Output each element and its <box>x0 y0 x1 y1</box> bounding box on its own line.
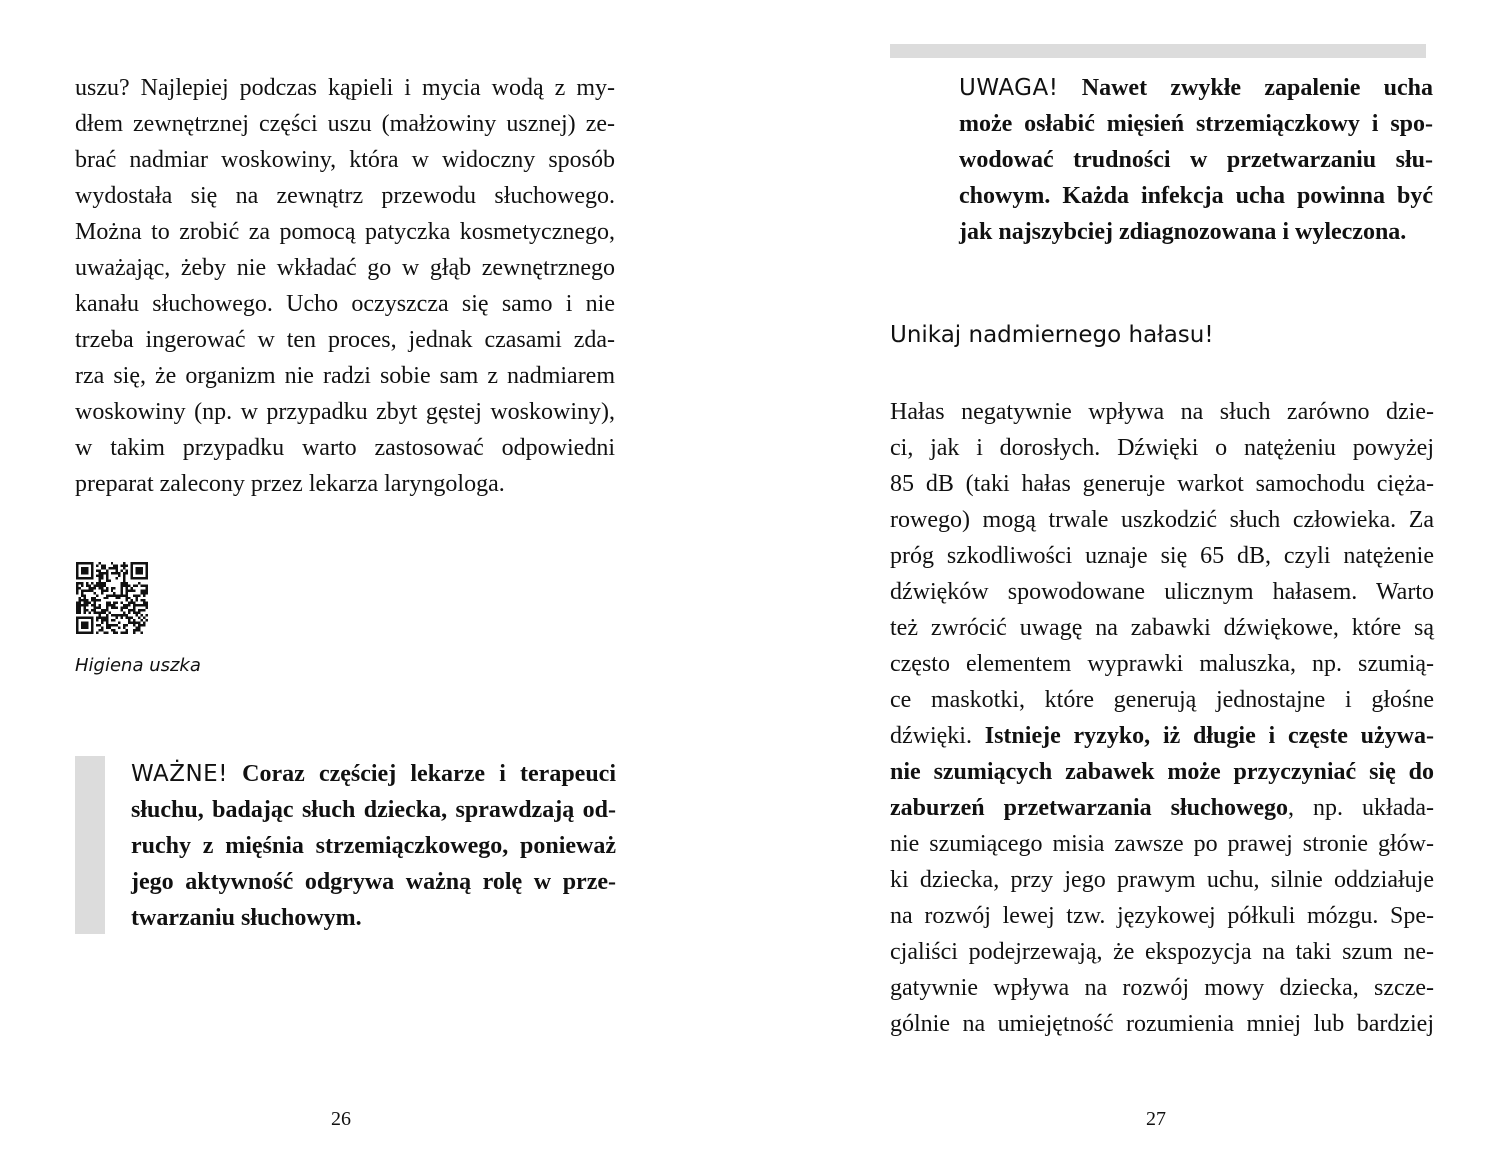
text-line: ruchy z mięśnia strzemiączkowego, ponieważ <box>131 833 616 859</box>
text-line: wodować trudności w przetwarzaniu słu- <box>959 147 1433 173</box>
text-emphasis: nie szumiących zabawek może przyczyniać się do <box>890 759 1434 785</box>
text-line: kanału słuchowego. Ucho oczyszcza się samo i nie <box>75 291 615 317</box>
text-line: Można to zrobić za pomocą patyczka kosmetycznego, <box>75 219 615 245</box>
section-heading: Unikaj nadmiernego hałasu! <box>890 322 1214 348</box>
qr-code[interactable] <box>76 562 148 634</box>
qr-caption: Higiena uszka <box>75 655 201 676</box>
text-line: dłem zewnętrznej części uszu (małżowiny usznej) ze- <box>75 111 615 137</box>
text-line: trzeba ingerować w ten proces, jednak czasami zda- <box>75 327 615 353</box>
text-line: słuchu, badając słuch dziecka, sprawdzają od- <box>131 797 616 823</box>
text-line: jego aktywność odgrywa ważną rolę w prze- <box>131 869 616 895</box>
text-line: rowego) mogą trwale uszkodzić słuch człowieka. Za <box>890 507 1434 533</box>
callout-text: Nawet zwykłe zapalenie ucha <box>1081 75 1434 101</box>
text-emphasis: Istnieje ryzyko, iż długie i częste używa- <box>984 723 1434 749</box>
text-line: preparat zalecony przez lekarza laryngologa. <box>75 471 505 497</box>
text-line: jak najszybciej zdiagnozowana i wyleczona. <box>959 219 1407 245</box>
text-line: woskowiny (np. w przypadku zbyt gęstej woskowiny), <box>75 399 615 425</box>
callout-accent-bar <box>890 44 1426 58</box>
text-line: ci, jak i dorosłych. Dźwięki o natężeniu powyżej <box>890 435 1434 461</box>
text-line: chowym. Każda infekcja ucha powinna być <box>959 183 1433 209</box>
text-line: na rozwój lewej tzw. językowej półkuli mózgu. Spe- <box>890 903 1434 929</box>
callout-label: WAŻNE! <box>131 761 228 787</box>
right-body-paragraph <box>890 394 1434 1042</box>
callout-accent-bar <box>75 756 105 934</box>
text-line <box>890 718 1434 754</box>
text-line: nie szumiącego misia zawsze po prawej stronie głów- <box>890 831 1434 857</box>
text-line: dźwięków spowodowane ulicznym hałasem. Warto <box>890 579 1434 605</box>
text-emphasis: zaburzeń przetwarzania słuchowego <box>890 795 1288 821</box>
left-body-paragraph <box>75 70 615 502</box>
text-line: Hałas negatywnie wpływa na słuch zarówno dzie- <box>890 399 1434 425</box>
text-line <box>131 756 616 792</box>
text-normal: , np. układa- <box>1287 795 1434 821</box>
text-line: wydostała się na zewnątrz przewodu słuchowego. <box>75 183 615 209</box>
text-line: też zwrócić uwagę na zabawki dźwiękowe, które są <box>890 615 1434 641</box>
text-line: próg szkodliwości uznaje się 65 dB, czyli natężenie <box>890 543 1434 569</box>
text-line: 85 dB (taki hałas generuje warkot samochodu cięża- <box>890 471 1434 497</box>
text-line: gólnie na umiejętność rozumienia mniej lub bardziej <box>890 1011 1434 1037</box>
callout-label: UWAGA! <box>959 75 1059 101</box>
text-line: ki dziecka, przy jego prawym uchu, silnie oddziałuje <box>890 867 1434 893</box>
text-line: w takim przypadku warto zastosować odpowiedni <box>75 435 615 461</box>
text-line <box>890 754 1434 790</box>
text-line: cjaliści podejrzewają, że ekspozycja na taki szum ne- <box>890 939 1434 965</box>
page-number: 26 <box>331 1108 351 1130</box>
page-number: 27 <box>1146 1108 1166 1130</box>
text-line: brać nadmiar woskowiny, która w widoczny sposób <box>75 147 615 173</box>
text-line <box>890 790 1434 826</box>
callout-important <box>131 756 616 936</box>
text-line: uszu? Najlepiej podczas kąpieli i mycia wodą z my- <box>75 75 615 101</box>
callout-warning <box>959 70 1433 250</box>
text-line: często elementem wyprawki maluszka, np. szumią- <box>890 651 1434 677</box>
text-line: ce maskotki, które generują jednostajne i głośne <box>890 687 1434 713</box>
callout-text: Coraz częściej lekarze i terapeuci <box>242 761 617 787</box>
text-line: rza się, że organizm nie radzi sobie sam z nadmiarem <box>75 363 615 389</box>
text-line <box>959 70 1433 106</box>
text-line: uważając, żeby nie wkładać go w głąb zewnętrznego <box>75 255 615 281</box>
text-line: gatywnie wpływa na rozwój mowy dziecka, szcze- <box>890 975 1434 1001</box>
text-line: twarzaniu słuchowym. <box>131 905 362 931</box>
text-line: może osłabić mięsień strzemiączkowy i spo- <box>959 111 1433 137</box>
right-page <box>750 0 1500 1173</box>
text-normal: dźwięki. <box>890 723 985 749</box>
